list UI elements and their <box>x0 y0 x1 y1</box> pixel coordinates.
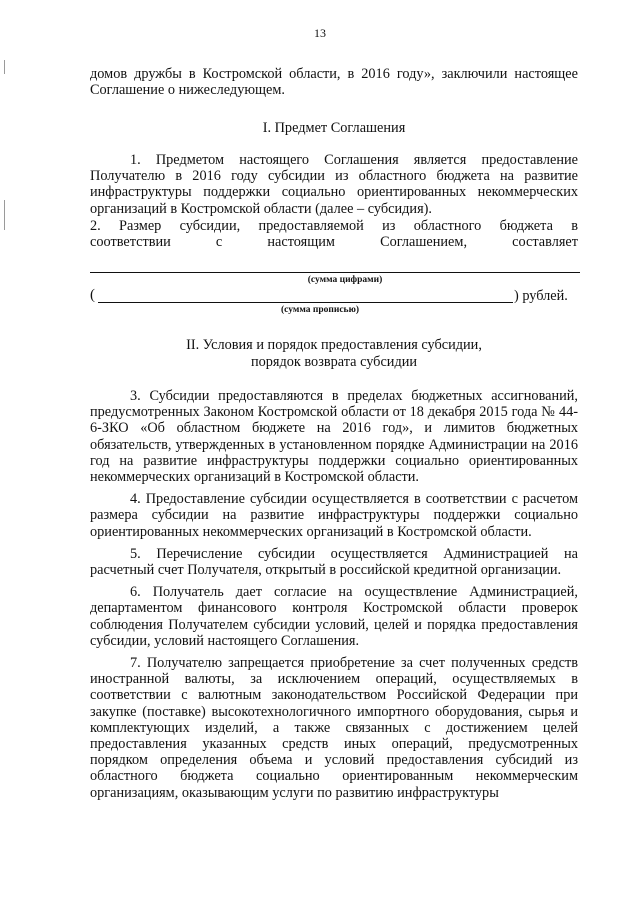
open-paren: ( <box>90 287 95 303</box>
section-1-title: I. Предмет Соглашения <box>262 120 406 136</box>
clauses-3-7 <box>90 388 578 801</box>
scan-margin-mark <box>4 200 5 230</box>
amount-words-blank-line <box>98 302 513 303</box>
clause-2-line-1: 2. Размер субсидии, предоставляемой из областного бюджета в <box>90 218 578 234</box>
clause-1-text: 1. Предметом настоящего Соглашения является предоставление Получателю в 2016 году субсидии из областного бюджета на развитие инфраструктуры поддержки социально ориентированных некоммерческих организаций в Костромской области (далее – субсидия). <box>90 152 578 217</box>
section-2-title <box>90 337 578 371</box>
clause-1 <box>90 152 578 217</box>
amount-digits-caption: (сумма цифрами) <box>307 275 383 285</box>
clause-2-line-2-wrap <box>90 234 578 250</box>
clause-3-text: 3. Субсидии предоставляются в пределах бюджетных ассигнований, предусмотренных Законом Костромской области от 18 декабря 2015 года № 44-6-ЗКО «Об областном бюджете на 2016 год», и лимитов бюджетных обязательств, утвержденных в установленном порядке Администрации на 2016 год на развитие инфраструктуры поддержки социально ориентированных некоммерческих организаций в Костромской области. <box>90 388 578 486</box>
section-2-title-line-2: порядок возврата субсидии <box>250 354 418 370</box>
clause-6-text: 6. Получатель дает согласие на осуществление Администрацией, департаментом финансового контроля Костромской области проверок соблюдения Получателем субсидии условий, целей и порядка предоставления субсидии, условий настоящего Соглашения. <box>90 584 578 649</box>
amount-digits-blank-line <box>90 272 580 273</box>
clause-4-text: 4. Предоставление субсидии осуществляется в соответствии с расчетом размера субсидии на развитие инфраструктуры поддержки социально ориентированных некоммерческих организаций в Костромской области. <box>90 491 578 540</box>
section-2-title-line-1: II. Условия и порядок предоставления субсидии, <box>186 337 482 353</box>
scan-margin-mark <box>4 60 5 74</box>
clause-2-line-2: соответствии с настоящим Соглашением, составляет <box>90 234 578 250</box>
page-number: 13 <box>314 26 326 40</box>
rubles-label: ) рублей. <box>514 288 568 304</box>
clause-7-text: 7. Получателю запрещается приобретение за счет полученных средств иностранной валюты, за исключением операций, осуществляемых в соответствии с валютным законодательством Российской Федерации при закупке (поставке) высокотехнологичного импортного оборудования, сырья и комплектующих изделий, а также связанных с достижением целей предоставления указанных средств иных операций, предусмотренных порядком определения объема и условий предоставления субсидий из областного бюджета социально ориентированным некоммерческим организациям, оказывающим услуги по развитию инфраструктуры <box>90 655 578 801</box>
amount-words-caption: (сумма прописью) <box>281 305 359 315</box>
intro-text: домов дружбы в Костромской области, в 2016 году», заключили настоящее Соглашение о нижеследующем. <box>90 66 578 99</box>
clause-5-text: 5. Перечисление субсидии осуществляется Администрацией на расчетный счет Получателя, открытый в российской кредитной организации. <box>90 545 578 579</box>
intro-paragraph <box>90 66 578 98</box>
